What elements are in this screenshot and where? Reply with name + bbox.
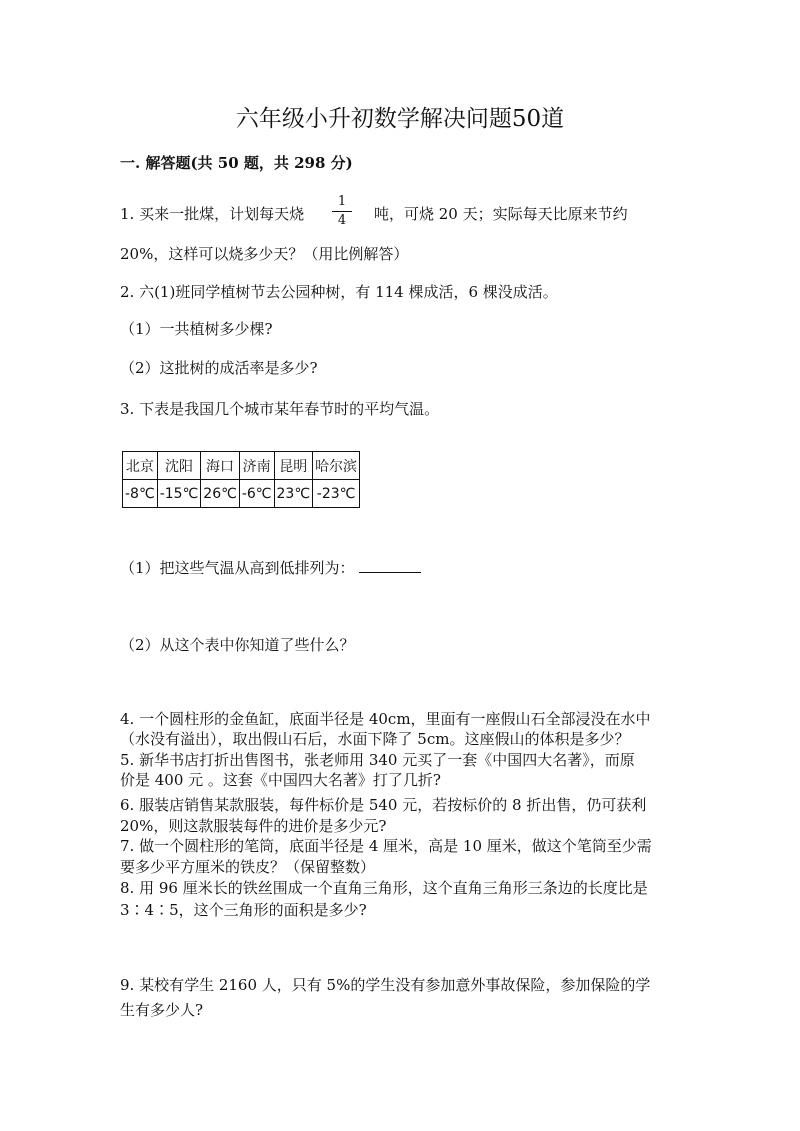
q3-sub1-text: （1）把这些气温从高到低排列为： (120, 559, 355, 577)
q1-text-after: 吨，可烧 20 天；实际每天比原来节约 (374, 205, 628, 223)
table-header-cell: 海口 (201, 452, 240, 480)
q3-stem: 3. 下表是我国几个城市某年春节时的平均气温。 (120, 400, 440, 418)
table-cell: -23℃ (313, 480, 360, 508)
table-header-cell: 北京 (123, 452, 158, 480)
q9-line1: 9. 某校有学生 2160 人，只有 5%的学生没有参加意外事故保险，参加保险的学 (120, 976, 651, 994)
q1-line2: 20%，这样可以烧多少天？（用比例解答） (120, 245, 409, 263)
table-header-cell: 哈尔滨 (313, 452, 360, 480)
table-header-cell: 济南 (239, 452, 274, 480)
table-cell: -15℃ (157, 480, 201, 508)
q6-line2: 20%，则这款服装每件的进价是多少元? (120, 817, 387, 835)
temperature-table (122, 451, 360, 508)
q5-line1: 5. 新华书店打折出售图书，张老师用 340 元买了一套《中国四大名著》，而原 (120, 751, 635, 769)
table-cell: -6℃ (239, 480, 274, 508)
page-title: 六年级小升初数学解决问题50道 (235, 106, 565, 132)
table-header-cell: 昆明 (274, 452, 313, 480)
q1-fraction (332, 195, 352, 228)
table-cell: 26℃ (201, 480, 240, 508)
q2-sub1: （1）一共植树多少棵? (120, 320, 273, 338)
fraction-denominator: 4 (337, 213, 347, 228)
q8-line1: 8. 用 96 厘米长的铁丝围成一个直角三角形，这个直角三角形三条边的长度比是 (120, 879, 648, 897)
table-header-row (123, 452, 360, 480)
q9-line2: 生有多少人? (120, 1001, 204, 1019)
table-header-cell: 沈阳 (157, 452, 201, 480)
q8-line2: 3∶4∶5，这个三角形的面积是多少? (120, 901, 367, 919)
q6-line1: 6. 服装店销售某款服装，每件标价是 540 元，若按标价的 8 折出售，仍可获利 (120, 796, 647, 814)
q7-line1: 7. 做一个圆柱形的笔筒，底面半径是 4 厘米，高是 10 厘米，做这个笔筒至少需 (120, 837, 652, 855)
q5-line2: 价是 400 元 。这套《中国四大名著》打了几折? (120, 771, 441, 789)
section-heading: 一. 解答题(共 50 题，共 298 分) (120, 154, 353, 172)
q2-stem: 2. 六(1)班同学植树节去公园种树，有 114 棵成活，6 棵没成活。 (120, 283, 558, 301)
answer-blank (359, 558, 421, 573)
fraction-numerator: 1 (337, 194, 347, 209)
q3-sub2: （2）从这个表中你知道了些什么？ (120, 636, 355, 654)
table-cell: -8℃ (123, 480, 158, 508)
q3-sub1 (120, 557, 421, 578)
table-value-row (123, 480, 360, 508)
q7-line2: 要多少平方厘米的铁皮？（保留整数） (120, 858, 376, 876)
q4-line1: 4. 一个圆柱形的金鱼缸，底面半径是 40cm，里面有一座假山石全部浸没在水中 (120, 710, 651, 728)
fraction-bar (332, 211, 352, 212)
q1-text-before: 1. 买来一批煤，计划每天烧 (120, 205, 305, 223)
q4-line2: （水没有溢出），取出假山石后，水面下降了 5cm。这座假山的体积是多少？ (120, 730, 630, 748)
q2-sub2: （2）这批树的成活率是多少? (120, 359, 318, 377)
table-cell: 23℃ (274, 480, 313, 508)
